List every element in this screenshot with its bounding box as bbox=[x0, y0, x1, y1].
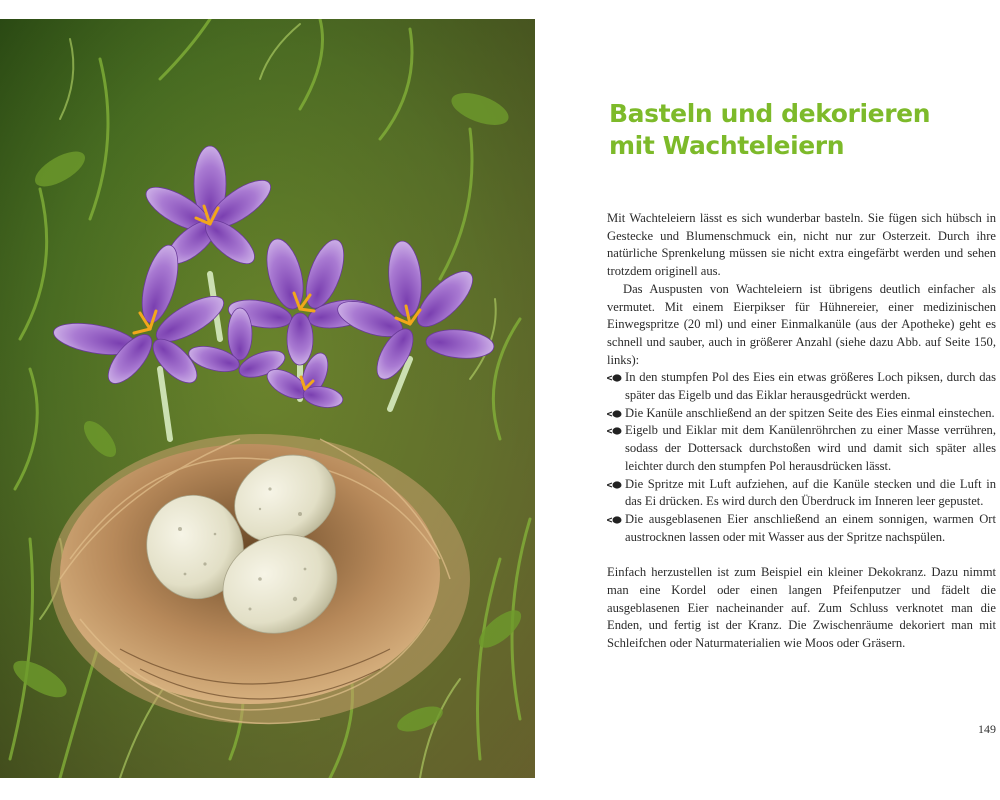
crocus-nest-photo bbox=[0, 19, 535, 778]
paragraph: Mit Wachteleiern lässt es sich wunderbar basteln. Sie fügen sich hübsch in Gestecke und Blumenschmuck ein, nicht nur zur Osterzeit. Durch ihre natürliche Sprenkelung müssen sie nicht extra eingefärbt werden und sehen trotzdem originell aus. bbox=[607, 211, 996, 279]
egg-bullet-icon bbox=[607, 515, 622, 525]
egg-bullet-icon bbox=[607, 409, 622, 419]
egg-bullet-icon bbox=[607, 373, 622, 383]
list-item-text: Eigelb und Eiklar mit dem Kanülenröhrchen zu einer Masse verrühren, sodass der Dottersack durchstoßen wird und damit sich später alles leichter durch den stumpfen Pol herausdrücken lässt. bbox=[625, 423, 996, 473]
chapter-heading-line-1: Basteln und dekorieren bbox=[609, 99, 931, 128]
list-item-text: Die Spritze mit Luft aufziehen, auf die Kanüle stecken und die Luft in das Ei drücken. Es wird durch den Überdruck im Inneren leer gepustet. bbox=[625, 476, 996, 509]
list-item-text: In den stumpfen Pol des Eies ein etwas größeres Loch piksen, durch das später das Eigelb und das Eiklar herausgedrückt werden. bbox=[625, 370, 996, 403]
list-item-text: Die ausgeblasenen Eier anschließend an einem sonnigen, warmen Ort austrocknen lassen oder mit Wasser aus der Spritze nachspülen. bbox=[625, 511, 996, 544]
body-text bbox=[607, 210, 996, 653]
page-number: 149 bbox=[978, 722, 996, 736]
list-item-text: Die Kanüle anschließend an der spitzen Seite des Eies einmal einstechen. bbox=[625, 405, 995, 420]
chapter-heading bbox=[609, 98, 989, 162]
paragraph: Das Auspusten von Wachteleiern ist übrigens deutlich einfacher als vermutet. Mit einem Eierpikser für Hühnereier, einer medizinischen Einwegspritze (20 ml) und einer Einmalkanüle (aus der Apotheke) geht es schnell und sauber, auch in größerer Anzahl (siehe dazu Abb. auf Seite 150, links): bbox=[607, 281, 996, 367]
instruction-list bbox=[607, 369, 996, 546]
egg-bullet-icon bbox=[607, 480, 622, 490]
list-item bbox=[607, 369, 996, 404]
closing-paragraph: Einfach herzustellen ist zum Beispiel ein kleiner Dekokranz. Dazu nimmt man eine Kordel oder einen langen Pfeifenputzer und fädelt die ausgeblasenen Eier nacheinander auf. Zum Schluss verknotet man die Enden, und fertig ist der Kranz. Die Zwischenräume dekoriert man mit Schleifchen oder Naturmaterialien wie Moos oder Gräsern. bbox=[607, 565, 996, 651]
list-item bbox=[607, 422, 996, 475]
list-item bbox=[607, 405, 996, 423]
egg-bullet-icon bbox=[607, 426, 622, 436]
chapter-heading-line-2: mit Wachteleiern bbox=[609, 131, 845, 160]
list-item bbox=[607, 476, 996, 511]
list-item bbox=[607, 511, 996, 546]
